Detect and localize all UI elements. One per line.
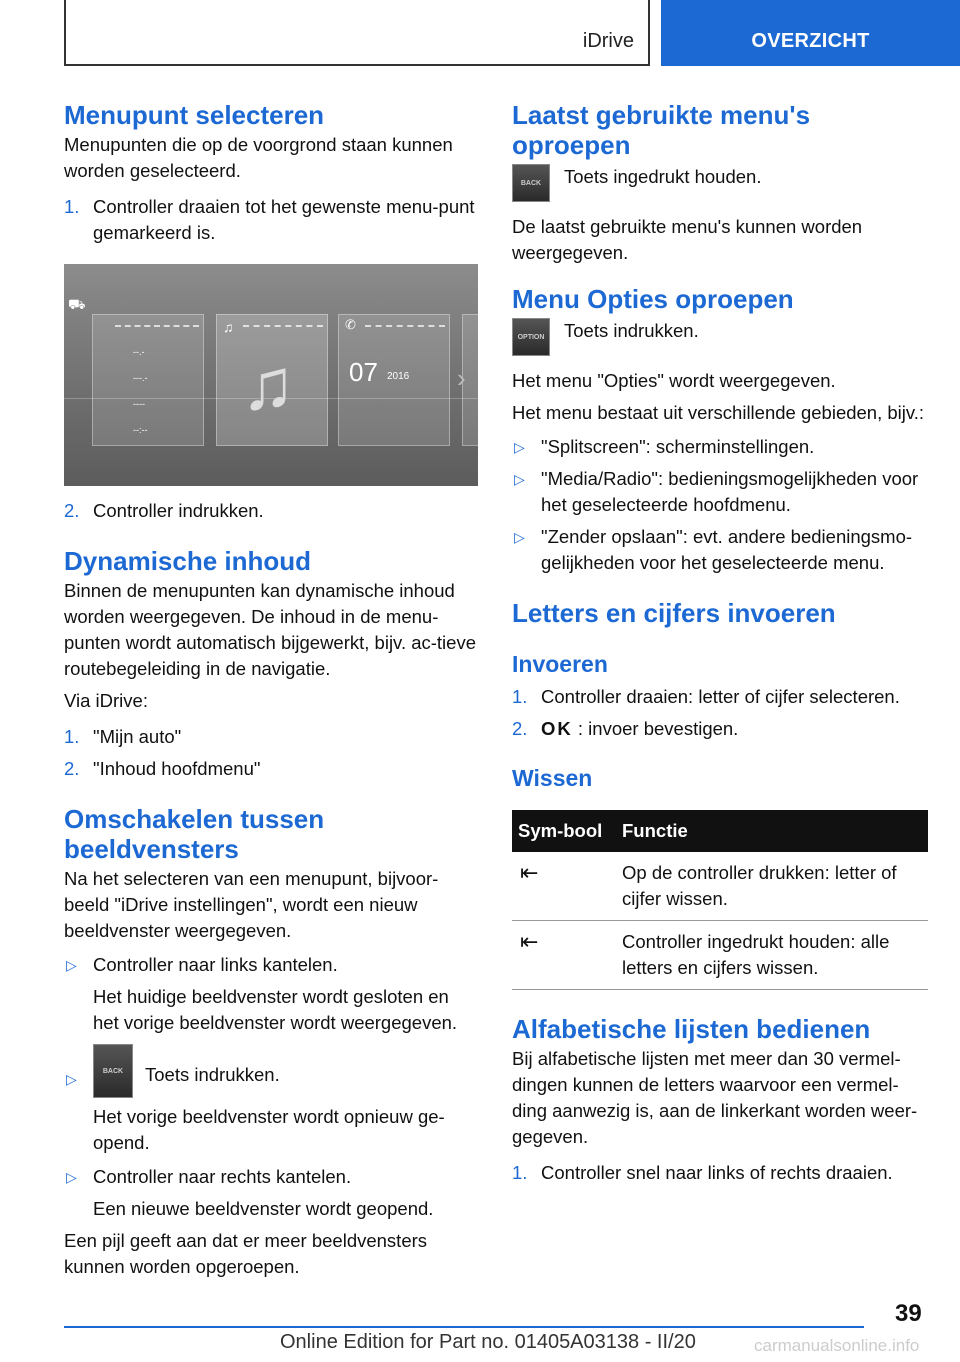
paragraph: Het menu "Opties" wordt weergegeven. [512, 370, 836, 391]
bullet-item: ▷ Controller naar rechts kantelen. Een nieuwe beeldvenster wordt geopend. [66, 1166, 434, 1219]
triangle-bullet-icon: ▷ [514, 529, 525, 545]
back-key-icon: BACK [93, 1044, 133, 1098]
symbol-table [512, 810, 928, 990]
step-item: 1. Controller draaien: letter of cijfer selecteren. [512, 686, 900, 707]
card-car: --.- ---.- ---- --:-- [92, 314, 204, 446]
triangle-bullet-icon: ▷ [514, 439, 525, 455]
delete-all-icon: ⇤ [512, 921, 616, 990]
heading-letters-cijfers: Letters en cijfers invoeren [512, 598, 836, 628]
delete-letter-icon: ⇤ [512, 852, 616, 921]
paragraph: Na het selecteren van een menupunt, bijvoor-beeld "iDrive instellingen", wordt een nieuw beeldvenster weergegeven. [64, 868, 439, 941]
section-title: iDrive [582, 30, 634, 52]
subheading-invoeren: Invoeren [512, 651, 608, 677]
back-key-icon: BACK [512, 164, 550, 202]
paragraph: Bij alfabetische lijsten met meer dan 30 vermel-dingen kunnen de letters waarvoor een vermel-ding aanwezig is, aan de linkerkant worden weer-gegeven. [512, 1048, 918, 1147]
triangle-bullet-icon: ▷ [66, 1169, 77, 1185]
paragraph: Het menu bestaat uit verschillende gebieden, bijv.: [512, 402, 925, 423]
step-item [64, 194, 476, 246]
footer-rule [64, 1326, 864, 1328]
step-number: 1. [64, 196, 80, 217]
watermark: carmanualsonline.info [754, 1336, 920, 1355]
music-note-icon: ♫ [223, 319, 234, 335]
table-header-function: Functie [616, 810, 928, 852]
header-box [64, 0, 650, 66]
heading-laatst-gebruikte: Laatst gebruikte menu's oproepen [512, 100, 811, 160]
paragraph: Een pijl geeft aan dat er meer beeldvensters kunnen worden opgeroepen. [64, 1230, 428, 1277]
heading-menupunt-selecteren: Menupunt selecteren [64, 100, 325, 130]
step-text: Controller draaien tot het gewenste menu-punt gemarkeerd is. [93, 196, 475, 243]
page-number: 39 [895, 1300, 922, 1327]
chapter-tab: OVERZICHT [661, 0, 960, 66]
ok-icon: OK [541, 718, 573, 739]
footer-edition: Online Edition for Part no. 01405A03138 - II/20 [280, 1331, 696, 1353]
card-media [216, 314, 328, 446]
step-item: 2. OK : invoer bevestigen. [512, 718, 739, 739]
phone-icon: ✆ [345, 317, 356, 332]
card-calendar: ✆ 07 2016 [338, 314, 450, 446]
paragraph: Via iDrive: [64, 690, 148, 711]
subheading-wissen: Wissen [512, 765, 593, 791]
heading-menu-opties: Menu Opties oproepen [512, 284, 794, 314]
step-item: 2. "Inhoud hoofdmenu" [64, 758, 261, 779]
car-icon: ⛟ [68, 296, 86, 312]
card-partial [457, 314, 478, 446]
option-key-icon: OPTION [512, 318, 550, 356]
bullet-item: ▷ "Splitscreen": scherminstellingen. [512, 434, 928, 460]
triangle-bullet-icon: ▷ [514, 471, 525, 487]
left-column [64, 100, 476, 1280]
step-item: 2. Controller indrukken. [64, 500, 264, 521]
paragraph: Menupunten die op de voorgrond staan kunnen worden geselecteerd. [64, 134, 453, 181]
bullet-item: ▷ "Zender opslaan": evt. andere bedieningsmo-gelijkheden voor het geselecteerde menu. [514, 526, 913, 573]
step-item: 1. "Mijn auto" [64, 726, 182, 747]
paragraph: De laatst gebruikte menu's kunnen worden weergegeven. [512, 216, 863, 263]
heading-alfabetische-lijsten: Alfabetische lijsten bedienen [512, 1014, 871, 1044]
step-item: 1. Controller snel naar links of rechts draaien. [512, 1162, 893, 1183]
heading-dynamische-inhoud: Dynamische inhoud [64, 546, 312, 576]
paragraph: Binnen de menupunten kan dynamische inhoud worden weergegeven. De inhoud in de menu-punten wordt automatisch bijgewerkt, bijv. ac-tieve routebegeleiding in de navigatie. [64, 580, 476, 679]
right-column: Laatst gebruikte menu's oproepen BACK Toets ingedrukt houden. De laatst gebruikte menu's kunnen worden weergegeven. Menu Opties oproepen OPTION Toets indrukken. Het menu "Opties" wordt weergegeven. Het menu bestaat uit verschillende gebieden, bijv.: ▷ "Splitscreen": scherminstellingen. ▷ "Media/Radio": bedieningsmogelijkheden voor het geselecteerde hoofdmenu. ▷ "Zender opslaan": evt. andere bedieningsmo-gelijkheden voor het geselecteerde menu. Letters en cijfers invoeren Invoeren 1. Controller draaien: letter of cijfer selecteren. 2. OK : invoer bevestigen. Wissen Sym-bool Functie ⇤ Op de controller drukken: letter of cijfer wissen. ⇤ Controller ingedrukt houden: alle letters en cijfers wissen. Alfabetische lijsten bedienen Bij alfabetische lijsten met meer dan 30 vermel-dingen kunnen de letters waarvoor een vermel-ding aanwezig is, aan de linkerkant worden weer-gegeven. 1. Controller snel naar links of rechts draaien. [512, 100, 928, 1186]
heading-omschakelen: Omschakelen tussen beeldvensters [64, 804, 325, 864]
table-header-symbol: Sym-bool [512, 810, 616, 852]
bullet-item: ▷ "Media/Radio": bedieningsmogelijkheden voor het geselecteerde hoofdmenu. [514, 468, 919, 515]
bullet-item: ▷ BACK Toets indrukken. Het vorige beeldvenster wordt opnieuw ge-opend. [64, 1044, 476, 1156]
chevron-right-icon: › [457, 363, 466, 393]
triangle-bullet-icon: ▷ [66, 1071, 77, 1087]
table-row: ⇤ Controller ingedrukt houden: alle letters en cijfers wissen. [512, 921, 928, 990]
idrive-screen-image [64, 264, 478, 486]
music-note-large-icon: ♫ [241, 345, 295, 425]
table-row: ⇤ Op de controller drukken: letter of cijfer wissen. [512, 852, 928, 921]
triangle-bullet-icon: ▷ [66, 957, 77, 973]
bullet-item: ▷ Controller naar links kantelen. Het huidige beeldvenster wordt gesloten en het vorige beeldvenster wordt weergegeven. [66, 954, 458, 1033]
